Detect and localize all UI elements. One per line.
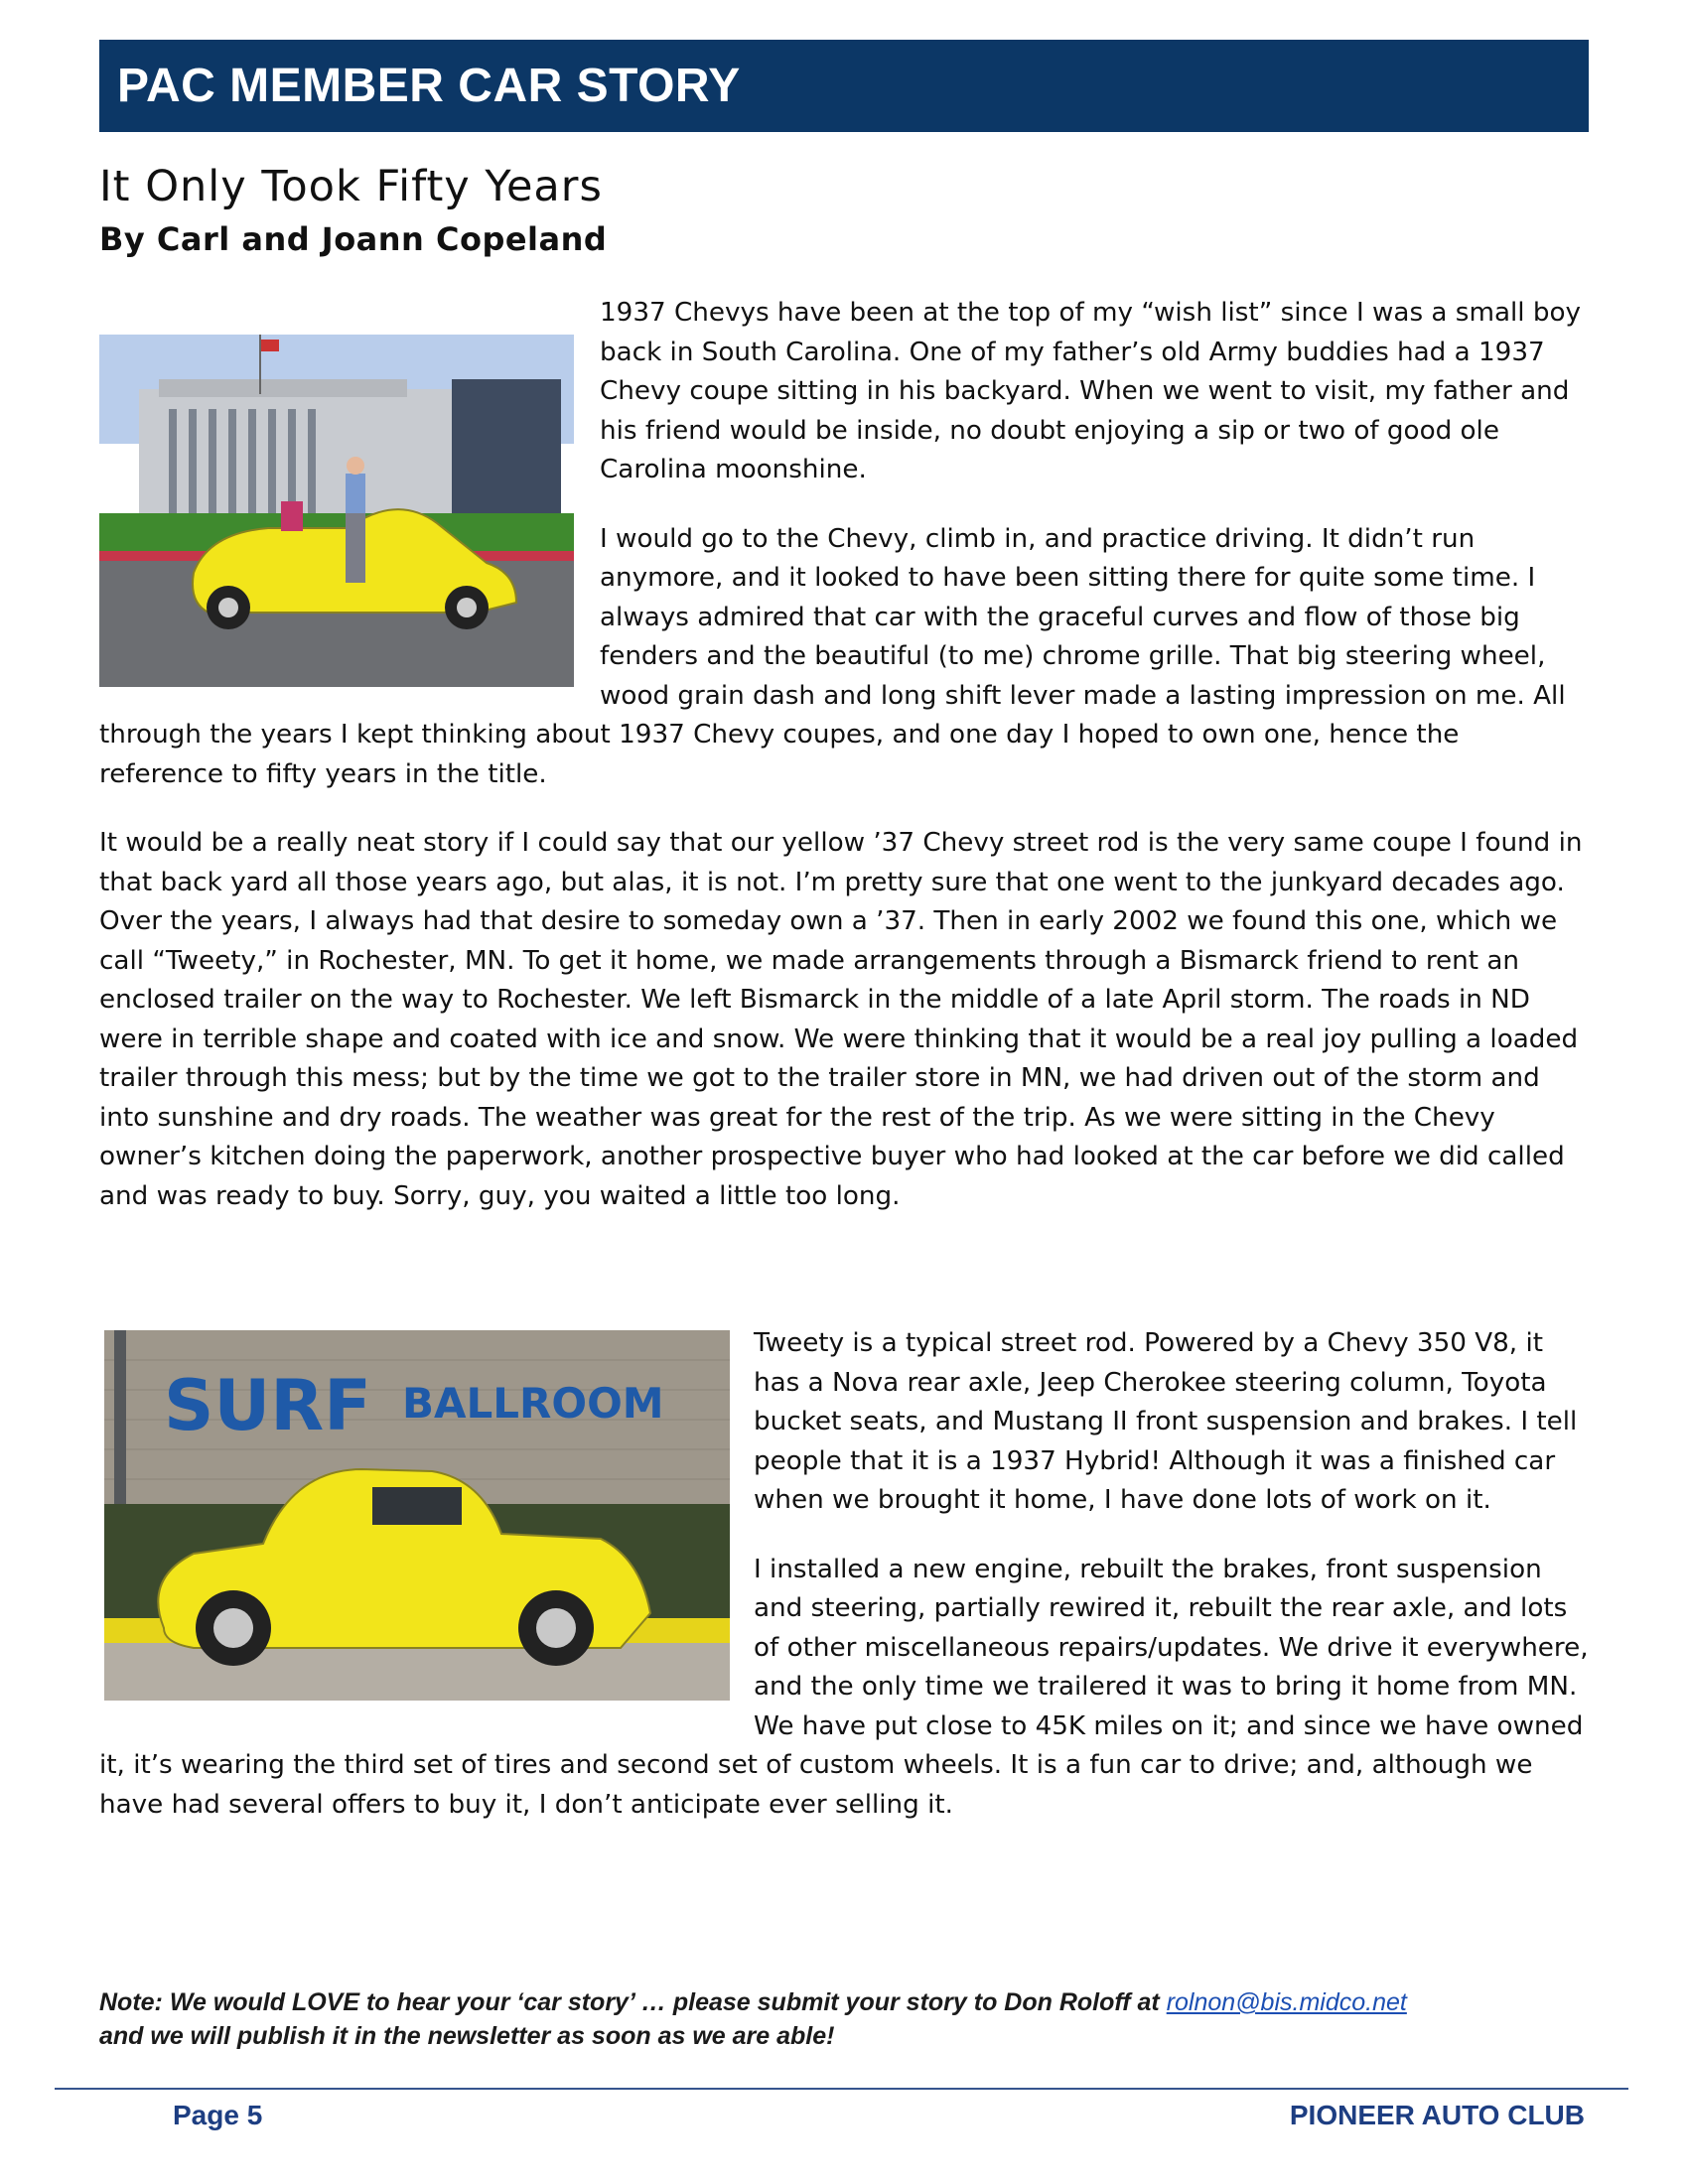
story-top [99,294,1589,1246]
photo-couple-with-car [99,335,574,687]
header-banner [99,40,1589,132]
paragraph: 1937 Chevys have been at the top of my “wish list” since I was a small boy back in South Carolina. One of my father’s old Army buddies had a 1937 Chevy coupe sitting in his backyard. When we went to visit, my father and his friend would be inside, no doubt enjoying a sip or two of good ole Carolina moonshine. [600,298,1582,484]
sign-text: SURF [164,1365,371,1446]
paragraph: Tweety is a typical street rod. Powered by a Chevy 350 V8, it has a Nova rear axle, Jeep Cherokee steering column, Toyota bucket seats, and Mustang II front suspension and brakes. I tell people that it is a 1937 Hybrid! Although it was a finished car when we brought it home, I have done lots of work on it. [754,1328,1578,1515]
story-bottom [99,1324,1589,1854]
footer-rule [55,2088,1628,2090]
email-link[interactable]: rolnon@bis.midco.net [1166,1988,1407,2016]
paragraph: It would be a really neat story if I could say that our yellow ’37 Chevy street rod is the very same coupe I found in that back yard all those years ago, but alas, it is not. I’m pretty sure that one went to the junkyard decades ago. Over the years, I always had that desire to someday own a ’37. Then in early 2002 we found this one, which we call “Tweety,” in Rochester, MN. To get it home, we made arrangements through a Bismarck friend to rent an enclosed trailer on the way to Rochester. We left Bismarck in the middle of a late April storm. The roads in ND were in terrible shape and coated with ice and snow. We were thinking that it would be a real joy pulling a loaded trailer through this mess; but by the time we got to the trailer store in MN, we had driven out of the storm and into sunshine and dry roads. The weather was great for the rest of the trip. As we were sitting in the Chevy owner’s kitchen doing the paperwork, another prospective buyer who had looked at the car before we did called and was ready to buy. Sorry, guy, you waited a little too long. [99,828,1583,1211]
article-title: It Only Took Fifty Years [99,162,603,211]
paragraph: I installed a new engine, rebuilt the brakes, front suspension and steering, partially rewired it, rebuilt the rear axle, and lots of other miscellaneous repairs/updates. We drive it everywhere, and the only time we trailered it was to bring it home from MN. We have put close to 45K miles on it; and since we have owned it, it’s wearing the third set of tires and second set of custom wheels. It is a fun car to drive; and, although we have had several offers to buy it, I don’t anticipate ever selling it. [99,1554,1589,1820]
paragraph: I would go to the Chevy, climb in, and practice driving. It didn’t run anymore, and it looked to have been sitting there for quite some time. I always admired that car with the graceful curves and flow of those big fenders and the beautiful (to me) chrome grille. That big steering wheel, wood grain dash and long shift lever made a lasting impression on me. All through the years I kept thinking about 1937 Chevy coupes, and one day I hoped to own one, hence the reference to fifty years in the title. [99,523,1566,789]
submission-note [99,1985,1589,2053]
article-byline: By Carl and Joann Copeland [99,220,608,258]
sign-text: BALLROOM [402,1379,664,1428]
note-text: Note: We would LOVE to hear your ‘car story’ … please submit your story to Don Roloff at [99,1988,1167,2016]
note-text-2: and we will publish it in the newsletter as soon as we are able! [99,2022,835,2050]
banner-title: PAC MEMBER CAR STORY [117,60,741,112]
photo-car-surf-ballroom [104,1330,730,1701]
club-name: PIONEER AUTO CLUB [1289,2100,1585,2130]
page-number: Page 5 [173,2100,263,2130]
